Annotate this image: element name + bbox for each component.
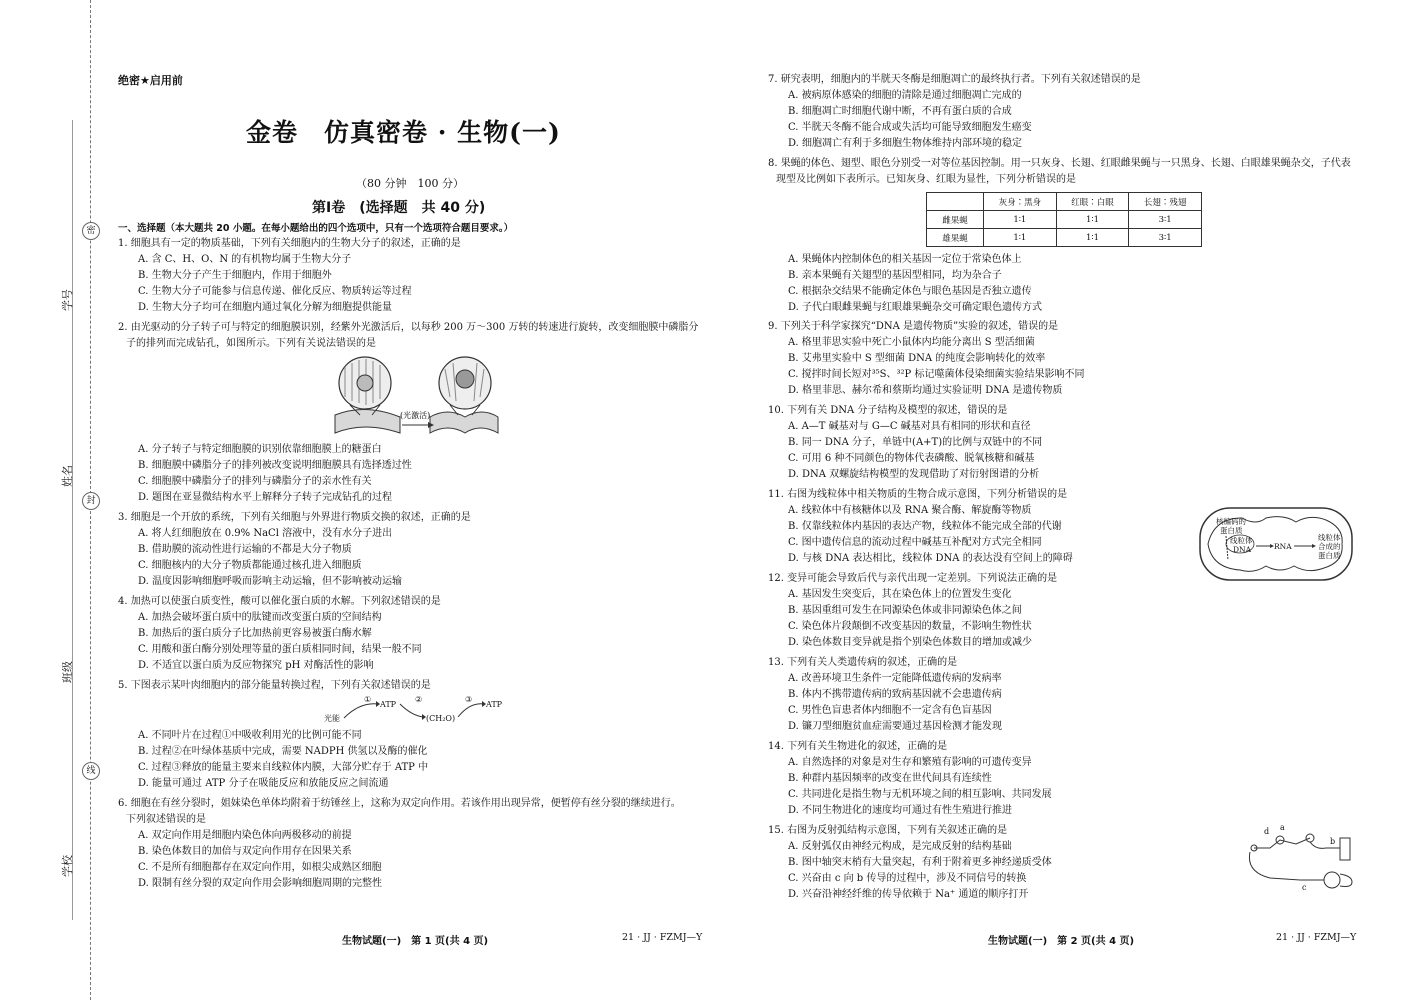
table-cell: 雄果蝇 <box>927 229 984 247</box>
school-label: 学校 <box>61 855 74 877</box>
option-a: A. A—T 碱基对与 G—C 碱基对具有相同的形状和直径 <box>788 421 1031 432</box>
option-a: A. 双定向作用是细胞内染色体向两极移动的前提 <box>138 830 352 841</box>
option-d: D. DNA 双螺旋结构模型的发现借助了对衍射图谱的分析 <box>788 469 1040 480</box>
section-title: 第Ⅰ卷 (选择题 共 40 分) <box>312 200 486 216</box>
page1-footer-code: 21 · JJ · FZMJ—Y <box>622 932 703 943</box>
option-c: C. 图中遗传信息的流动过程中碱基互补配对方式完全相同 <box>788 537 1042 548</box>
option-a: A. 将人红细胞放在 0.9% NaCl 溶液中，没有水分子进出 <box>138 528 393 539</box>
question-3 <box>118 510 471 590</box>
question-stem: 11. 右图为线粒体中相关物质的生物合成示意图，下列分析错误的是 <box>768 489 1068 500</box>
question-9 <box>768 319 1084 399</box>
table-cell: 红眼∶白眼 <box>1056 193 1129 211</box>
seal-circle-feng <box>82 492 100 510</box>
option-c: C. 可用 6 种不同颜色的物体代表磷酸、脱氧核糖和碱基 <box>788 453 1035 464</box>
fig15-label-c: c <box>1302 883 1307 892</box>
option-b: B. 亲本果蝇有关翅型的基因型相同，均为杂合子 <box>788 270 1002 281</box>
fig11-label-nuclear-2: 蛋白质 <box>1220 526 1243 535</box>
option-d: D. 生物大分子均可在细胞内通过氧化分解为细胞提供能量 <box>138 302 393 313</box>
option-b: B. 染色体数目的加倍与双定向作用存在因果关系 <box>138 846 352 857</box>
table-row <box>927 229 1202 247</box>
question-stem: 7. 研究表明，细胞内的半胱天冬酶是细胞凋亡的最终执行者。下列有关叙述错误的是 <box>768 74 1141 85</box>
seal-circle-mi <box>82 222 100 240</box>
option-b: B. 过程②在叶绿体基质中完成，需要 NADPH 供氢以及酶的催化 <box>138 746 428 757</box>
option-d: D. 与核 DNA 表达相比，线粒体 DNA 的表达没有空间上的障碍 <box>788 553 1073 564</box>
table-cell: 3∶1 <box>1129 211 1202 229</box>
energy-conversion-figure <box>322 694 512 728</box>
table-cell: 雌果蝇 <box>927 211 984 229</box>
fig5-n2: ② <box>415 695 423 704</box>
option-c: C. 不是所有细胞都存在双定向作用，如根尖成熟区细胞 <box>138 862 382 873</box>
option-d: D. 题图在亚显微结构水平上解释分子转子完成钻孔的过程 <box>138 492 393 503</box>
fig15-label-b: b <box>1330 837 1336 846</box>
question-stem: 6. 细胞在有丝分裂时，姐妹染色单体均附着于纺锤丝上，这称为双定向作用。若该作用出现异常，便暂停有丝分裂的继续进行。 <box>118 798 681 809</box>
exam-duration: （80 分钟 100 分） <box>356 177 464 190</box>
option-d: D. 兴奋沿神经纤维的传导依赖于 Na⁺ 通道的顺序打开 <box>788 889 1029 900</box>
option-d: D. 镰刀型细胞贫血症需要通过基因检测才能发现 <box>788 721 1003 732</box>
option-d: D. 不同生物进化的速度均可通过有性生殖进行推进 <box>788 805 1013 816</box>
fig5-atp2: ATP <box>486 700 503 709</box>
fig2-arrow-label: (光激活) <box>400 411 431 420</box>
question-stem-cont: 下列叙述错误的是 <box>126 814 206 825</box>
option-a: A. 被病原体感染的细胞的清除是通过细胞凋亡完成的 <box>788 90 1022 101</box>
option-c: C. 共同进化是指生物与无机环境之间的相互影响、共同发展 <box>788 789 1052 800</box>
question-4 <box>118 594 441 674</box>
option-d: D. 染色体数目变异就是指个别染色体数目的增加或减少 <box>788 637 1033 648</box>
option-c: C. 用酸和蛋白酶分别处理等量的蛋白质相同时间，结果一般不同 <box>138 644 422 655</box>
option-c: C. 细胞核内的大分子物质都能通过核孔进入细胞质 <box>138 560 362 571</box>
option-d: D. 不适宜以蛋白质为反应物探究 pH 对酶活性的影响 <box>138 660 374 671</box>
option-a: A. 含 C、H、O、N 的有机物均属于生物大分子 <box>138 254 352 265</box>
question-12 <box>768 571 1057 651</box>
question-stem: 9. 下列关于科学家探究“DNA 是遗传物质”实验的叙述，错误的是 <box>768 321 1059 332</box>
seal-label: 封 <box>86 496 96 506</box>
question-stem: 3. 细胞是一个开放的系统，下列有关细胞与外界进行物质交换的叙述，正确的是 <box>118 512 471 523</box>
table-cell: 1∶1 <box>1056 211 1129 229</box>
option-a: A. 加热会破坏蛋白质中的肽键而改变蛋白质的空间结构 <box>138 612 382 623</box>
question-14 <box>768 739 1052 819</box>
option-c: C. 搅拌时间长短对³⁵S、³²P 标记噬菌体侵染细菌实验结果影响不同 <box>788 369 1085 380</box>
fig11-label-mtdna-1: 线粒体 <box>1230 536 1253 545</box>
question-stem-cont: 现型及比例如下表所示。已知灰身、红眼为显性，下列分析错误的是 <box>776 174 1076 185</box>
fig15-label-a: a <box>1280 823 1285 832</box>
option-b: B. 体内不携带遗传病的致病基因就不会患遗传病 <box>788 689 1002 700</box>
question-stem: 13. 下列有关人类遗传病的叙述，正确的是 <box>768 657 958 668</box>
fig11-rna: RNA <box>1274 542 1292 551</box>
question-5 <box>118 678 431 694</box>
option-a: A. 线粒体中有核糖体以及 RNA 聚合酶、解旋酶等物质 <box>788 505 1032 516</box>
fig5-n3: ③ <box>465 695 473 704</box>
fig11-label-mtdna-2: DNA <box>1233 545 1251 554</box>
option-b: B. 基因重组可发生在同源染色体或非同源染色体之间 <box>788 605 1022 616</box>
option-b: B. 生物大分子产生于细胞内，作用于细胞外 <box>138 270 332 281</box>
page1-footer: 生物试题(一) 第 1 页(共 4 页) <box>342 936 489 947</box>
question-2-options <box>118 442 412 506</box>
option-a: A. 果蝇体内控制体色的相关基因一定位于常染色体上 <box>788 254 1022 265</box>
option-c: C. 兴奋由 c 向 b 传导的过程中，涉及不同信号的转换 <box>788 873 1027 884</box>
section-instructions: 一、选择题（本大题共 20 小题。在每小题给出的四个选项中，只有一个选项符合题目要求。） <box>118 223 514 234</box>
question-10 <box>768 403 1042 483</box>
option-a: A. 分子转子与特定细胞膜的识别依靠细胞膜上的糖蛋白 <box>138 444 382 455</box>
option-b: B. 细胞膜中磷脂分子的排列被改变说明细胞膜具有选择透过性 <box>138 460 412 471</box>
option-a: A. 改善环境卫生条件一定能降低遗传病的发病率 <box>788 673 1002 684</box>
table-cell <box>927 193 984 211</box>
class-label: 班级 <box>61 661 74 683</box>
table-cell: 1∶1 <box>984 229 1057 247</box>
fig5-ch2o: (CH₂O) <box>426 714 456 723</box>
option-a: A. 基因发生突变后，其在染色体上的位置发生变化 <box>788 589 1012 600</box>
option-c: C. 染色体片段颠倒不改变基因的数量，不影响生物性状 <box>788 621 1032 632</box>
question-stem: 2. 由光驱动的分子转子可与特定的细胞膜识别，经紫外光激活后，以每秒 200 万～300 万转的转速进行旋转，改变细胞膜中磷脂分 <box>118 322 699 333</box>
table-cell: 灰身∶黑身 <box>984 193 1057 211</box>
cross-results-table <box>926 192 1202 247</box>
page2-footer-code: 21 · JJ · FZMJ—Y <box>1276 932 1357 943</box>
option-d: D. 子代白眼雌果蝇与红眼雄果蝇杂交可确定眼色遗传方式 <box>788 302 1043 313</box>
option-a: A. 不同叶片在过程①中吸收利用光的比例可能不同 <box>138 730 362 741</box>
fig11-label-mito-3: 蛋白质 <box>1318 551 1341 560</box>
option-d: D. 限制有丝分裂的双定向作用会影响细胞周期的完整性 <box>138 878 383 889</box>
option-b: B. 仅靠线粒体内基因的表达产物，线粒体不能完成全部的代谢 <box>788 521 1062 532</box>
question-11 <box>768 487 1073 567</box>
seal-circle-xian <box>82 762 100 780</box>
option-c: C. 根据杂交结果不能确定体色与眼色基因是否独立遗传 <box>788 286 1032 297</box>
table-row <box>927 211 1202 229</box>
question-7 <box>768 72 1141 152</box>
question-stem: 10. 下列有关 DNA 分子结构及模型的叙述，错误的是 <box>768 405 1008 416</box>
option-b: B. 种群内基因频率的改变在世代间具有连续性 <box>788 773 992 784</box>
question-2 <box>118 320 698 352</box>
question-13 <box>768 655 1002 735</box>
option-a: A. 自然选择的对象是对生存和繁殖有影响的可遗传变异 <box>788 757 1032 768</box>
table-cell: 1∶1 <box>984 211 1057 229</box>
table-cell: 1∶1 <box>1056 229 1129 247</box>
fig5-atp1: ATP <box>380 700 397 709</box>
option-a: A. 格里菲思实验中死亡小鼠体内均能分离出 S 型活细菌 <box>788 337 1035 348</box>
option-a: A. 反射弧仅由神经元构成，是完成反射的结构基础 <box>788 841 1012 852</box>
option-d: D. 能量可通过 ATP 分子在吸能反应和放能反应之间流通 <box>138 778 389 789</box>
option-d: D. 温度因影响细胞呼吸而影响主动运输，但不影响被动运输 <box>138 576 403 587</box>
seal-label: 密 <box>86 226 96 236</box>
fig5-light: 光能 <box>324 714 340 723</box>
option-c: C. 生物大分子可能参与信息传递、催化反应、物质转运等过程 <box>138 286 412 297</box>
question-1 <box>118 236 461 316</box>
molecular-rotor-figure <box>330 355 500 441</box>
question-stem: 8. 果蝇的体色、翅型、眼色分别受一对等位基因控制。用一只灰身、长翅、红眼雌果蝇与一只黑身、长翅、白眼雄果蝇杂交，子代表 <box>768 158 1351 169</box>
table-header-row <box>927 193 1202 211</box>
option-c: C. 男性色盲患者体内细胞不一定含有色盲基因 <box>788 705 992 716</box>
question-stem: 14. 下列有关生物进化的叙述，正确的是 <box>768 741 948 752</box>
binding-line <box>72 120 73 920</box>
option-b: B. 借助膜的流动性进行运输的不都是大分子物质 <box>138 544 352 555</box>
fig11-label-mito-2: 合成的 <box>1318 542 1341 551</box>
question-5-options <box>118 728 428 792</box>
question-6 <box>118 796 681 892</box>
question-stem: 1. 细胞具有一定的物质基础，下列有关细胞内的生物大分子的叙述，正确的是 <box>118 238 461 249</box>
option-b: B. 图中轴突末梢有大量突起，有利于附着更多神经递质受体 <box>788 857 1052 868</box>
reflex-arc-figure <box>1240 822 1364 894</box>
page2-footer: 生物试题(一) 第 2 页(共 4 页) <box>988 936 1135 947</box>
question-stem: 12. 变异可能会导致后代与亲代出现一定差别。下列说法正确的是 <box>768 573 1058 584</box>
mitochondria-figure <box>1196 504 1356 584</box>
option-d: D. 细胞凋亡有利于多细胞生物体维持内部环境的稳定 <box>788 138 1023 149</box>
question-stem: 5. 下图表示某叶肉细胞内的部分能量转换过程，下列有关叙述错误的是 <box>118 680 431 691</box>
binding-margin <box>0 0 100 1000</box>
option-b: B. 同一 DNA 分子，单链中(A+T)的比例与双链中的不同 <box>788 437 1043 448</box>
name-label: 姓名 <box>61 465 74 487</box>
student-id-label: 学号 <box>61 289 74 311</box>
fig11-label-nuclear-1: 核编码的 <box>1216 517 1246 526</box>
option-c: C. 过程③释放的能量主要来自线粒体内膜，大部分贮存于 ATP 中 <box>138 762 429 773</box>
question-stem: 15. 右图为反射弧结构示意图，下列有关叙述正确的是 <box>768 825 1008 836</box>
option-b: B. 艾弗里实验中 S 型细菌 DNA 的纯度会影响转化的效率 <box>788 353 1046 364</box>
secret-label: 绝密★启用前 <box>118 74 183 87</box>
option-d: D. 格里菲思、赫尔希和蔡斯均通过实验证明 DNA 是遗传物质 <box>788 385 1063 396</box>
question-stem: 4. 加热可以使蛋白质变性，酸可以催化蛋白质的水解。下列叙述错误的是 <box>118 596 441 607</box>
question-15 <box>768 823 1052 903</box>
question-8 <box>768 156 1351 188</box>
fig5-n1: ① <box>364 695 372 704</box>
fig11-label-mito-1: 线粒体 <box>1318 533 1341 542</box>
table-cell: 长翅∶残翅 <box>1129 193 1202 211</box>
option-b: B. 细胞凋亡时细胞代谢中断，不再有蛋白质的合成 <box>788 106 1012 117</box>
table-cell: 3∶1 <box>1129 229 1202 247</box>
option-c: C. 细胞膜中磷脂分子的排列与磷脂分子的亲水性有关 <box>138 476 372 487</box>
option-b: B. 加热后的蛋白质分子比加热前更容易被蛋白酶水解 <box>138 628 372 639</box>
question-8-options <box>768 252 1042 316</box>
exam-title: 金卷 仿真密卷 · 生物(一) <box>246 118 561 147</box>
option-c: C. 半胱天冬酶不能合成或失活均可能导致细胞发生癌变 <box>788 122 1032 133</box>
question-stem-cont: 子的排列而完成钻孔，如图所示。下列有关说法错误的是 <box>126 338 376 349</box>
seal-label: 线 <box>86 766 96 776</box>
fig15-label-d: d <box>1264 827 1270 836</box>
